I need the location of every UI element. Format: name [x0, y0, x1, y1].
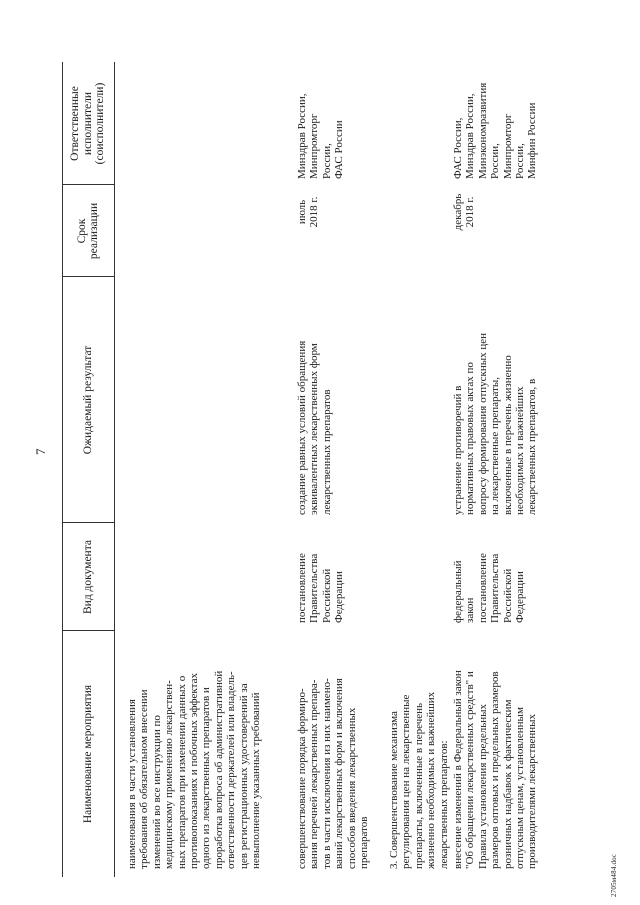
row3-name: 3. Совершенствование механизма регулирования цен на лекарственные препараты, включенные в перечень жизненно необходимых и важнейших лекарственных препаратов:: [388, 691, 450, 869]
row4-deadline: декабрь 2018 г.: [452, 193, 477, 231]
header-bottom-border: [114, 62, 115, 877]
row2-result: создание равных условий обращения эквивалентных лекарственных форм лекарственных препаратов: [296, 340, 333, 515]
row2-deadline: июль 2018 г.: [296, 196, 321, 228]
row1-name: наименования в части установления требования об обязательном внесении изменений во все инструкции по медицинскому применению лекарствен- ных препаратов при изменении данных о противопоказаниях и побочных эффектах одного из лекарственных препаратов и проработка вопроса об административной ответственности держателей или владель- цев регистрационных удостоверений за невыполнение указанных требований: [126, 670, 263, 869]
row4-name: внесение изменений в Федеральный закон "Об обращении лекарственных средств" и Правила установления предельных размеров оптовых и предельных размеров розничных надбавок к фактическим отпускным ценам, установленным производителями лекарственных: [452, 670, 539, 869]
row2-doc-type: постановление Правительства Российской Федерации: [296, 553, 346, 623]
header-doc-type: Вид документа: [81, 540, 94, 614]
header-deadline: Срок реализации: [75, 202, 100, 260]
header-result: Ожидаемый результат: [81, 345, 94, 455]
page-number: 7: [33, 448, 48, 455]
file-footer: 2705м484.doc: [610, 853, 618, 897]
row4-result: устранение противоречий в нормативных правовых актах по вопросу формирования отпускных цен на лекарственные препараты, включенные в перечень жизненно необходимых и важнейших лекарственных препаратов, в: [452, 332, 539, 515]
row4-doc-type: федеральный закон постановление Правительства Российской Федерации: [452, 553, 527, 623]
header-name: Наименование мероприятия: [81, 684, 94, 824]
header-executors: Ответственные исполнители (соисполнители): [69, 82, 107, 165]
row2-executors: Минздрав России, Минпромторг России, ФАС России: [296, 93, 346, 179]
row2-name: совершенствование порядка формиро- вания перечней лекарственных препара- тов в части исключения из них наимено- ваний лекарственных форм и включения способов введения лекарственных препаратов: [296, 678, 371, 869]
row4-executors: ФАС России, Минздрав России, Минэкономразвития России, Минпромторг России, Минфин России: [452, 82, 539, 179]
